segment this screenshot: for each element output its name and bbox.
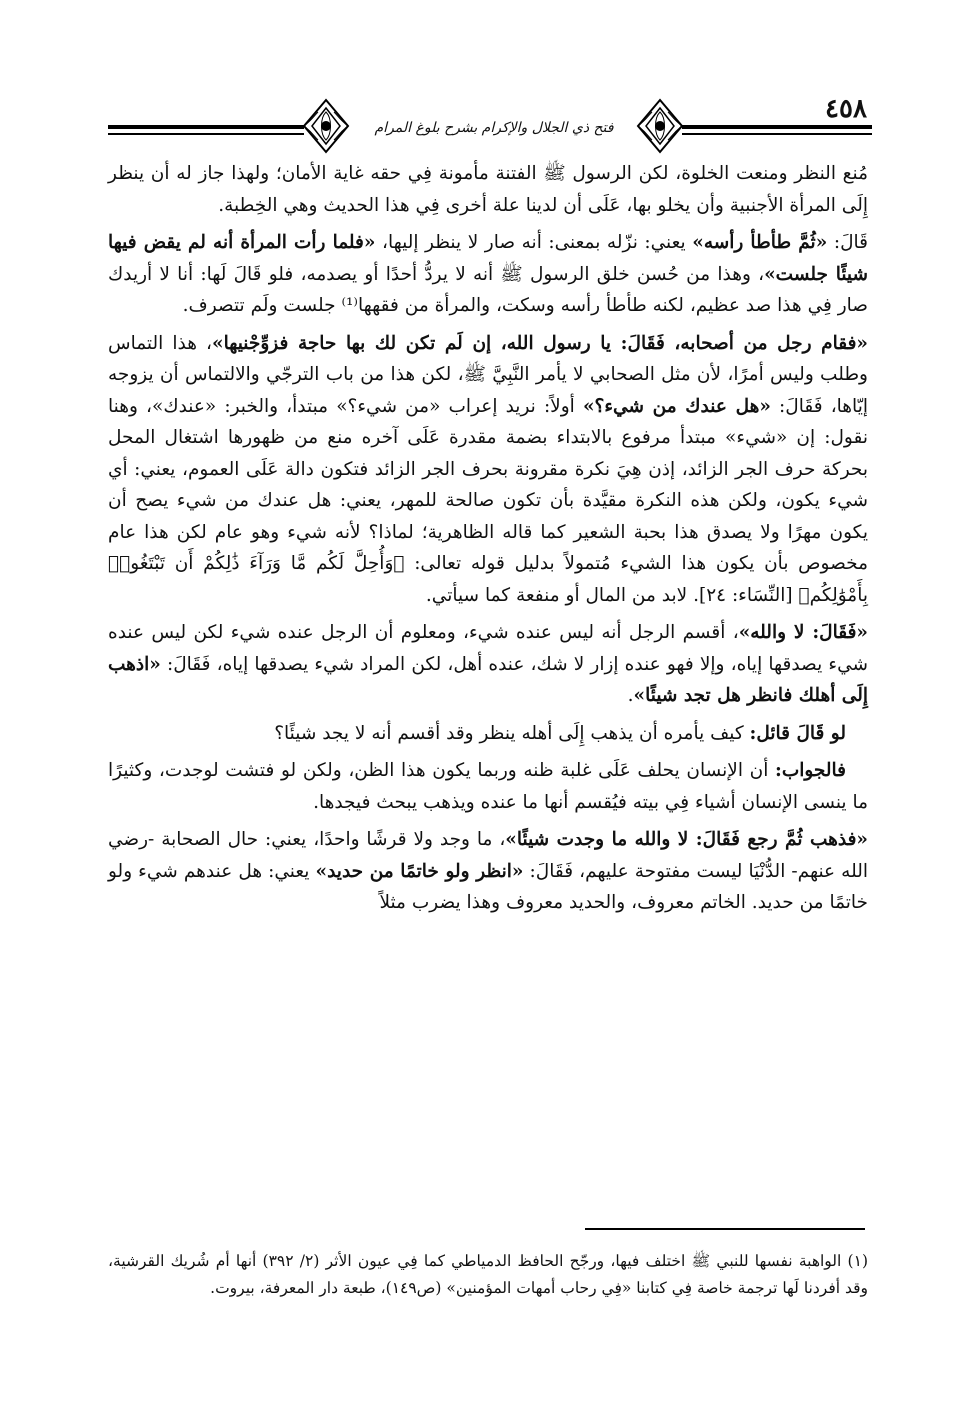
commentary-text: أولاً: نريد إعراب «من شيء؟» مبتدأ، والخبر: «عندك»، وهنا نقول: إن «شيء» مبتدأ مرفوع بالابتداء بضمة مقدرة عَلَى آخره منع من ظهورها اشتغال المحل بحركة حرف الجر الزائد، إذن هِيَ نكرة مقرونة بحرف الجر الزائد فتكون دالة عَلَى العموم، يعني: أي شيء يكون، ولكن هذه النكرة مقيَّدة بأن تكون صالحة للمهر، يعني: هل عندك من شيء يصح أن يكون مهرًا ولا يصدق هذا بحبة الشعير كما قاله الظاهرية؛ لماذا؟ لأنه شيء وهو عام لكن هذا عام مخصوص بأن يكون هذا الشيء مُتمولاً بدليل قوله تعالى: ﴿وَأُحِلَّ لَكُم مَّا وَرَآءَ ذَٰلِكُمْ أَن تَبْتَغُوا۟ بِأَمْوَٰلِكُم﴾ [النِّسَاء: ٢٤]. لابد من المال أو منفعة كما سيأتي. xyxy=(108,395,868,606)
quoted-hadith-text: «اذهب إِلَى أهلك فانظر هل تجد شيئًا» xyxy=(108,653,868,706)
body-text xyxy=(108,158,868,925)
quoted-hadith-text: «فَقَالَ: لا والله» xyxy=(738,622,868,643)
commentary-text: يعني: هل عندهم شيء ولو خاتمًا من حديد. الخاتم معروف، والحديد معروف وهذا يضرب مثلاً xyxy=(108,860,868,913)
commentary-text: قَالَ: xyxy=(827,232,868,253)
footnote: (١) الواهبة نفسها للنبي ﷺ اختلف فيها، ورجّح الحافظ الدمياطي كما فِي عيون الأثر (٢/ ٣٩٢) أنها أم شُريك القرشية، وقد أفردنا لَها ترجمة خاصة فِي كتابنا «فِي رحاب أمهات المؤمنين» (ص١٤٩)، طبعة دار المعرفة، بيروت. xyxy=(108,1252,868,1297)
paragraph xyxy=(108,158,868,221)
quoted-hadith-text: «فذهب ثُمَّ رجع فَقَالَ: لا والله ما وجدت شيئًا» xyxy=(505,829,868,850)
paragraph xyxy=(108,227,868,322)
quoted-hadith-text: «انظر ولو خاتمًا من حديد» xyxy=(315,860,524,882)
quoted-hadith-text: «فلما رأت المرأة أنه لم يقض فيها شيئًا جلست» xyxy=(108,232,868,285)
commentary-text: . xyxy=(627,685,634,706)
commentary-text: أن الإنسان يحلف عَلَى غلبة ظنه وربما يكون هذا الظن، ولكن لو فتشت لوجدت، وكثيرًا ما ينسى الإنسان أشياء فِي بيته فيُقسم أنها ما عنده ويذهب يبحث فيجدها. xyxy=(108,760,868,813)
commentary-text: مُنع النظر ومنعت الخلوة، لكن الرسول ﷺ الفتنة مأمونة فِي حقه غاية الأمان؛ ولهذا جاز له أن ينظر إِلَى المرأة الأجنبية وأن يخلو بها، عَلَى أن لدينا علة أخرى فِي هذا الحديث وهي الخِطبة. xyxy=(108,163,868,216)
paragraph xyxy=(108,755,868,818)
quoted-hadith-text: «هل عندك من شيء؟» xyxy=(582,395,771,417)
commentary-text: ، وهذا من حُسن خلق الرسول ﷺ أنه لا يردُّ أحدًا أو يصدمه، فلو قَالَ لَها: أنا لا أريدك صار فِي هذا صد عظيم، لكنه طأطأ رأسه وسكت، والمرأة من فقهها⁽¹⁾ جلست ولَم تتصرف. xyxy=(108,263,868,316)
commentary-text: ، ما وجد ولا قرشًا واحدًا، يعني: حال الصحابة -رضي الله عنهم- الدُّنْيَا ليست مفتوحة عليهم، فَقَالَ: xyxy=(108,829,868,882)
commentary-text: كيف يأمره أن يذهب إِلَى أهله ينظر وقد أقسم أنه لا يجد شيئًا؟ xyxy=(274,722,750,744)
commentary-text: يعني: نزّله بمعنى: أنه صار لا ينظر إليها، xyxy=(375,232,693,253)
header-rule xyxy=(682,125,872,129)
header-rule xyxy=(108,125,304,129)
ornament-icon xyxy=(300,98,352,154)
quoted-hadith-text: «ثُمَّ طأطأ رأسه» xyxy=(692,232,828,253)
quoted-hadith-text: «فقام رجل من أصحابه، فَقَالَ: يا رسول الله، إن لَم تكن لك بها حاجة فزوِّجْنيها» xyxy=(212,332,868,354)
ornament-icon xyxy=(634,98,686,154)
paragraph xyxy=(108,328,868,612)
running-title: فتح ذي الجلال والإكرام بشرح بلوغ المرام xyxy=(374,120,614,136)
paragraph xyxy=(108,718,868,750)
commentary-text: ، أقسم الرجل أنه ليس عنده شيء، ومعلوم أن الرجل عنده شيء لكن ليس عنده شيء يصدقها إياه، وإلا فهو عنده إزار لا شك، عنده أهل، لكن المراد شيء يصدقها إياه، فَقَالَ: xyxy=(108,622,868,675)
quoted-hadith-text: فالجواب: xyxy=(774,760,846,781)
commentary-text: ، هذا التماس وطلب وليس أمرًا، لأن مثل الصحابي لا يأمر النَّبِيَّ ﷺ، لكن هذا من باب الترجّي والالتماس أن يزوجه إيّاها، فَقَالَ: xyxy=(108,332,868,417)
footnote-rule xyxy=(585,1228,865,1230)
page-number: ٤٥٨ xyxy=(825,94,867,124)
quoted-hadith-text: لو قَالَ قائل: xyxy=(749,722,846,744)
paragraph xyxy=(108,824,868,919)
page-header xyxy=(108,92,872,152)
header-rule xyxy=(108,133,304,135)
paragraph xyxy=(108,617,868,712)
header-rule xyxy=(682,133,872,135)
